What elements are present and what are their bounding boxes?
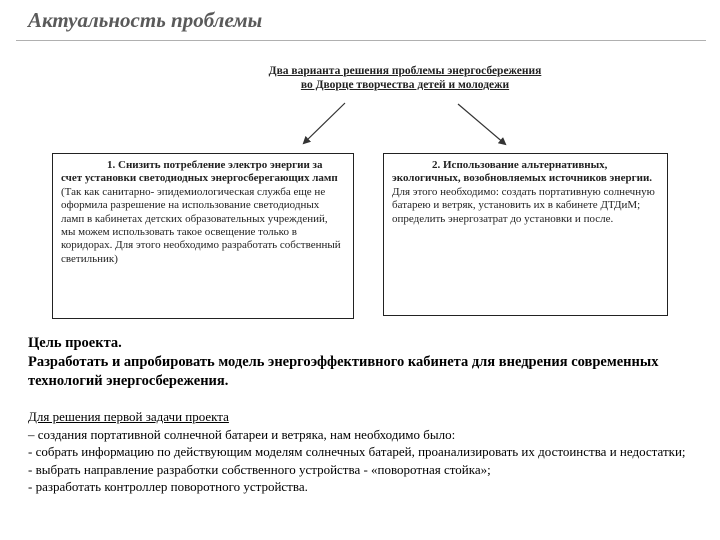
option-2-lead-text: Использование альтернативных, экологичных, возобновляемых источников энергии. [392,159,653,185]
option-1-lead-text: Снизить потребление электро энергии за счет установки светодиодных энергосберегающих ламп [61,159,338,185]
arrow-to-right-box [458,104,505,144]
task-item: - разработать контроллер поворотного устройства. [28,479,308,494]
tasks-heading: Для решения первой задачи проекта [28,409,229,424]
diagram-heading-line: во Дворце творчества детей и молодежи [300,79,510,91]
option-2-box [383,153,668,316]
option-1-body: (Так как санитарно- эпидемиологическая служба еще не оформила разрешение на использование светодиодных ламп в кабинетах детских образовательных учреждений, мы можем использовать такое освещение только в коридорах. Для этого необходимо разработать собственный светильник) [61,185,341,265]
goal-label: Цель проекта. [28,335,122,351]
option-2-lead [392,159,652,184]
task-item: - выбрать направление разработки собственного устройства - «поворотная стойка»; [28,461,491,477]
goal-text: Разработать и апробировать модель энергоэффективного кабинета для внедрения современных технологий энергосбережения. [28,354,659,389]
option-2-body: Для этого необходимо: создать портативную солнечную батарею и ветряк, установить их в кабинете ДТДиМ; определить энергозатрат до установки и после. [392,185,655,225]
task-item: - собрать информацию по действующим моделям солнечных батарей, проанализировать их достоинства и недостатки; [28,444,686,459]
option-1-lead [61,159,338,184]
tasks-section [28,408,698,496]
diagram-heading-line: Два варианта решения проблемы энергосбережения [268,65,542,77]
title-divider [16,40,706,41]
arrow-to-left-box [304,103,345,143]
option-1-number: 1. [107,159,116,171]
diagram-heading [225,64,585,92]
option-1-box [52,153,354,319]
task-item: – создания портативной солнечной батареи и ветряка, нам необходимо было: [28,426,456,442]
option-2-number: 2. [432,159,441,171]
slide-title: Актуальность проблемы [28,8,263,32]
project-goal [28,334,688,391]
